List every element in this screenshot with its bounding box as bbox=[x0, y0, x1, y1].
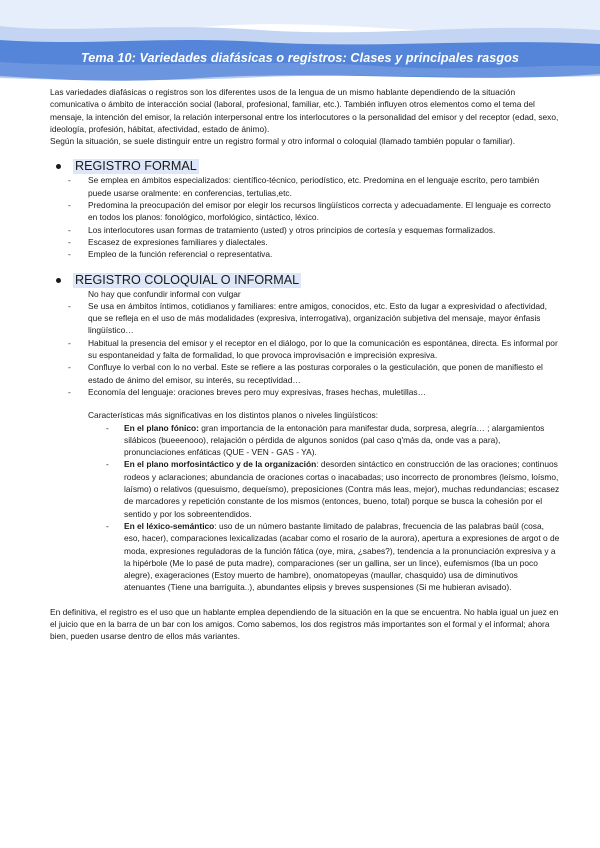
list-item: - Se usa en ámbitos íntimos, cotidianos y familiares: entre amigos, conocidos, etc. Esto da lugar a expresividad o afectividad, que se refleja en el uso de más modalidades (expresiva, interrogativa), organización subjetiva del mensaje, mayor énfasis lingüístico… bbox=[68, 300, 548, 336]
informal-note: No hay que confundir informal con vulgar bbox=[88, 288, 241, 299]
dash-marker: - bbox=[106, 459, 109, 470]
list-item: - Empleo de la función referencial o representativa. bbox=[68, 249, 273, 260]
black-dot-icon bbox=[56, 278, 61, 283]
page-title: Tema 10: Variedades diafásicas o registros: Clases y principales rasgos bbox=[80, 51, 520, 65]
section-informal bbox=[50, 273, 560, 288]
black-dot-icon bbox=[56, 164, 61, 169]
section-heading-formal: REGISTRO FORMAL bbox=[75, 159, 197, 174]
list-item: - Confluye lo verbal con lo no verbal. Este se refiere a las posturas corporales o la gesticulación, que ponen de manifiesto el estado de ánimo del emisor, su interés, su receptividad… bbox=[68, 362, 543, 385]
plane-label: En el léxico-semántico bbox=[124, 520, 215, 531]
informal-list bbox=[50, 300, 560, 398]
list-item: - Se emplea en ámbitos especializados: científico-técnico, periodístico, etc. Predomina en el lenguaje escrito, pero también puede usarse oralmente: en conferencias, tertulias,etc. bbox=[68, 175, 540, 198]
header-banner bbox=[0, 0, 600, 86]
dash-marker: - bbox=[106, 422, 109, 433]
dash-marker: - bbox=[68, 175, 71, 186]
dash-marker: - bbox=[68, 249, 71, 260]
dash-marker: - bbox=[68, 337, 71, 348]
list-item: - Los interlocutores usan formas de tratamiento (usted) y otros principios de cortesía y esquemas formalizados. bbox=[68, 224, 496, 235]
plane-label: En el plano fónico: bbox=[124, 422, 199, 433]
intro-paragraph: Las variedades diafásicas o registros son los diferentes usos de la lengua de un mismo hablante dependiendo de la situación comunicativa o ámbito de interacción social (laboral, profesional, familiar, etc.). También influyen otros elementos como el tema del mensaje, la intención del emisor, la relación interpersonal entre los interlocutores o la personalidad del emisor y del receptor (edad, sexo, ideología, profesión, hábitat, afectividad, estado de ánimo). bbox=[50, 87, 559, 134]
formal-list bbox=[50, 174, 560, 260]
dash-marker: - bbox=[68, 224, 71, 235]
intro-paragraph-2: Según la situación, se suele distinguir entre un registro formal y otro informal o coloquial (llamado también popular o familiar). bbox=[50, 136, 516, 147]
list-item: - Predomina la preocupación del emisor por elegir los recursos lingüísticos correcta y adecuadamente. El lenguaje es correcto en todos los planos: fonológico, morfológico, sintáctico, léxico. bbox=[68, 200, 551, 223]
dash-marker: - bbox=[68, 362, 71, 373]
characteristics-list bbox=[50, 422, 560, 594]
plane-label: En el plano morfosintáctico y de la organización bbox=[124, 459, 317, 470]
list-item: - Economía del lenguaje: oraciones breves pero muy expresivas, frases hechas, muletillas… bbox=[68, 386, 426, 397]
list-item: - Habitual la presencia del emisor y el receptor en el diálogo, por lo que la comunicación es espontánea, directa. Es informal por su espontaneidad y falta de formalidad, lo que provoca improvisación e imprecisión expresiva. bbox=[68, 337, 558, 361]
dash-marker: - bbox=[106, 520, 109, 531]
dash-marker: - bbox=[68, 200, 71, 211]
dash-marker: - bbox=[68, 386, 71, 397]
dash-marker: - bbox=[68, 236, 71, 247]
characteristics-intro: Características más significativas en los distintos planos o niveles lingüísticos: bbox=[88, 410, 378, 421]
section-heading-informal: REGISTRO COLOQUIAL O INFORMAL bbox=[75, 272, 300, 287]
banner-waves-icon bbox=[0, 0, 600, 86]
document-body bbox=[50, 86, 560, 643]
list-item: - En el plano fónico: gran importancia de la entonación para manifestar duda, sorpresa, alegría… ; alargamientos silábicos (bueeenooo), relajación o pérdida de algunos sonidos (pal caso q'más da, onde vas a para), pronunciaciones enfáticas (QUE - VEN - GAS - YA). bbox=[106, 422, 545, 458]
list-item: - Escasez de expresiones familiares y dialectales. bbox=[68, 236, 268, 247]
list-item: - En el léxico-semántico: uso de un número bastante limitado de palabras, frecuencia de las palabras baúl (cosa, eso, hacer), comparaciones lexicalizadas (acabar como el rosario de la aurora), apertura a expresiones de argot o de moda, expresiones reguladoras de la función fática (oye, mira, ¿sabes?), tendencia a la pronunciación expresiva y a la hipérbole (Me lo pasé de puta madre), comparaciones (ser un gallina, ser un lince), eufemismos (Iba un poco alegre), exageraciones (Estoy muerto de hambre), onomatopeyas (maullar, chasquido) usa de diminutivos atenuantes (Tiene una barriguita..), abundantes elipsis y breves suspensiones (Si me hubieran avisado). bbox=[106, 520, 560, 593]
list-item: - En el plano morfosintáctico y de la organización: desorden sintáctico en construcción de las oraciones; continuos rodeos y aclaraciones; abundancia de oraciones cortas o inacabadas; uso incorrecto de pronombres (leísmo, loísmo, laísmo) o relativos (quesuismo, dequeísmo), preposiciones (Contra más leas, mejor), muchas redundancias; escasez de marcadores y repetición constante de los mismos (entonces, bueno, total) porque se busca la cohesión por el sentido y por los sobreentendidos. bbox=[106, 459, 560, 519]
dash-marker: - bbox=[68, 300, 71, 311]
conclusion-paragraph: En definitiva, el registro es el uso que un hablante emplea dependiendo de la situación en la que se encuentra. No habla igual un juez en el juicio que en la barra de un bar con los amigos. Como sabemos, los dos registros más importantes son el formal y el informal; ahora bien, pueden usarse dentro de ellos más variantes. bbox=[50, 606, 559, 642]
section-formal bbox=[50, 159, 560, 174]
